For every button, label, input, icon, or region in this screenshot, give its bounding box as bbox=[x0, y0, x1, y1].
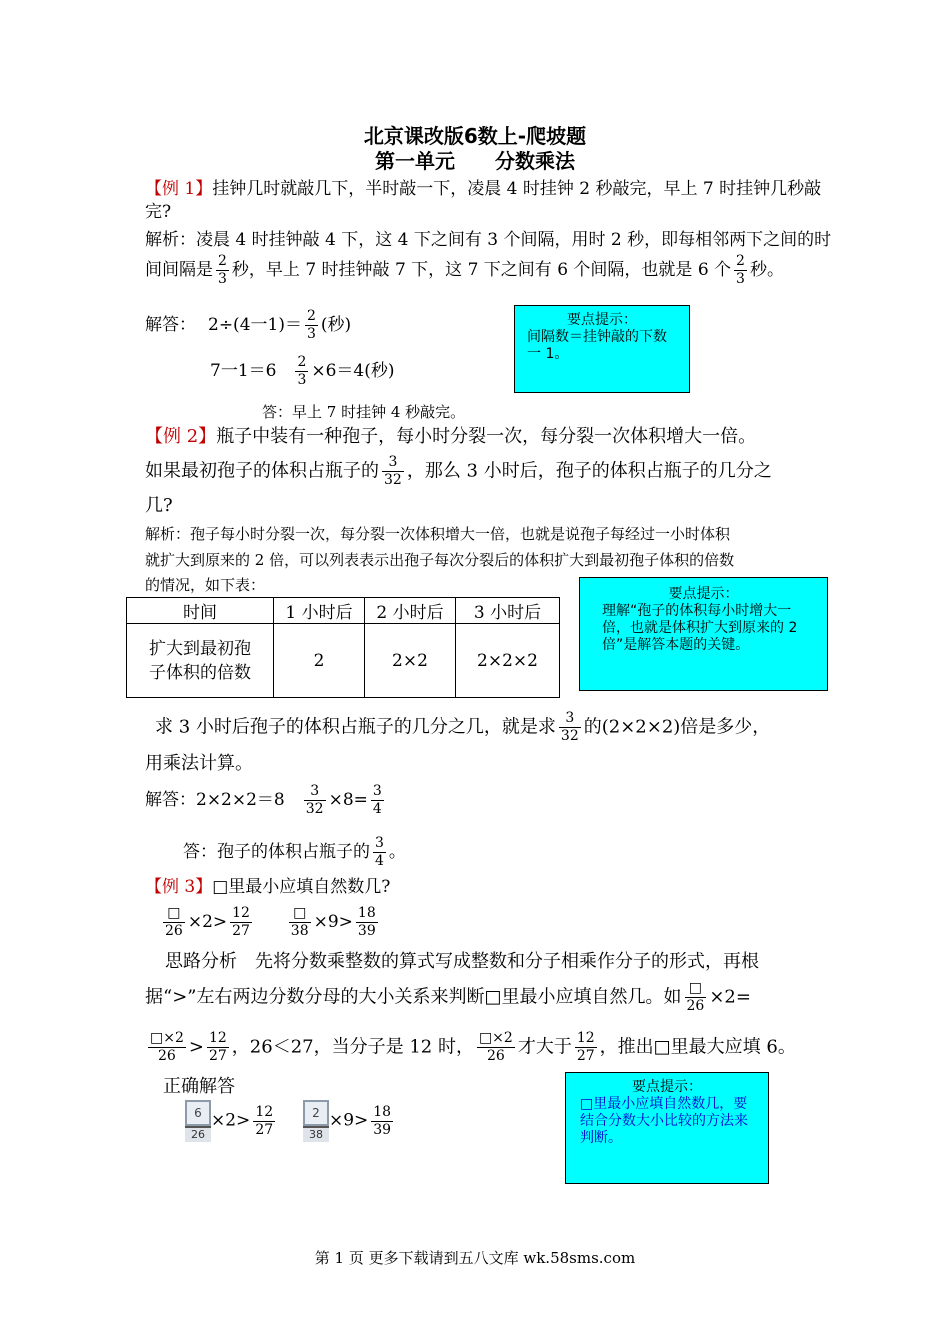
ex1-analysis-line1: 解析：凌晨 4 时挂钟敲 4 下，这 4 下之间有 3 个间隔，用时 2 秒，即每相邻两下之间的时 bbox=[145, 230, 832, 250]
text: ，26＜27，当分子是 12 时， bbox=[231, 1036, 474, 1058]
ex2-tip-box bbox=[579, 577, 828, 691]
den: 32 bbox=[560, 728, 579, 744]
ex1-q1: 挂钟几时就敲几下，半时敲一下，凌晨 4 时挂钟 2 秒敲完，早上 7 时挂钟几秒敲 bbox=[212, 179, 822, 199]
ex2-tag: 【例 2】 bbox=[145, 426, 217, 447]
ex1-tip-box bbox=[514, 305, 690, 393]
tip-heading: 要点提示： bbox=[632, 1079, 702, 1095]
ex1-tag: 【例 1】 bbox=[145, 179, 213, 199]
ex2-calc-line2: 用乘法计算。 bbox=[145, 753, 253, 774]
text: ×2> bbox=[211, 1110, 251, 1131]
text: 答：孢子的体积占瓶子的 bbox=[183, 842, 370, 862]
den: 26 bbox=[165, 923, 183, 939]
fraction-3-4 bbox=[373, 835, 386, 870]
fraction-2-3 bbox=[734, 253, 747, 288]
ex2-analysis-line3: 的情况，如下表： bbox=[145, 576, 266, 594]
table-cell: 2 bbox=[274, 624, 365, 698]
den: 38 bbox=[303, 1126, 329, 1142]
den: 39 bbox=[373, 1121, 392, 1138]
fraction-2-3 bbox=[295, 354, 308, 389]
num: □ bbox=[293, 905, 307, 921]
fraction-18-39 bbox=[371, 1104, 393, 1139]
text: ，那么 3 小时后，孢子的体积占瓶子的几分之 bbox=[406, 460, 772, 482]
num: 2 bbox=[306, 308, 316, 324]
ex3-analysis-line1: 思路分析 先将分数乘整数的算式写成整数和分子相乘作分子的形式，再根 bbox=[165, 951, 759, 972]
fraction-boxx2-26 bbox=[477, 1030, 515, 1065]
fraction-3-32 bbox=[559, 710, 581, 745]
fraction-12-27 bbox=[230, 905, 252, 940]
ex1-solution-line1 bbox=[145, 308, 351, 343]
table-row bbox=[127, 624, 560, 698]
fraction-box-26 bbox=[163, 905, 185, 940]
num: □×2 bbox=[478, 1030, 513, 1046]
text: 2÷(4一1)＝ bbox=[208, 315, 302, 335]
ex1-question-line1 bbox=[145, 178, 821, 200]
fraction-12-27 bbox=[207, 1030, 229, 1065]
den: 26 bbox=[477, 1047, 515, 1065]
ex2-solution bbox=[145, 783, 387, 818]
page-footer: 第 1 页 更多下载请到五八文库 wk.58sms.com bbox=[314, 1249, 636, 1267]
table-header-row bbox=[127, 598, 560, 624]
fraction-boxx2-26 bbox=[148, 1030, 186, 1065]
table-header-cell: 时间 bbox=[127, 598, 274, 624]
den: 32 bbox=[384, 472, 402, 488]
fraction-3-32 bbox=[304, 783, 326, 818]
table-cell: 2×2 bbox=[365, 624, 456, 698]
ex2-question-line2 bbox=[145, 454, 772, 489]
text: ×2= bbox=[709, 986, 751, 1008]
num: 18 bbox=[357, 905, 376, 921]
ex2-calc-line1 bbox=[155, 710, 770, 745]
text: ×2> bbox=[187, 912, 228, 932]
table-header-cell: 3 小时后 bbox=[456, 598, 560, 624]
answer-fraction-image bbox=[303, 1100, 329, 1142]
answer-fraction-image bbox=[185, 1100, 211, 1142]
text: 秒。 bbox=[749, 260, 784, 280]
den: 3 bbox=[306, 326, 316, 342]
num: 12 bbox=[576, 1030, 595, 1046]
text: ×9> bbox=[313, 912, 353, 932]
tip-heading: 要点提示： bbox=[567, 312, 637, 328]
num: 2 bbox=[297, 354, 307, 370]
fraction-3-32 bbox=[382, 454, 404, 489]
ex3-tip-box bbox=[565, 1072, 769, 1184]
ex2-analysis-line2: 就扩大到原来的 2 倍，可以列表表示出孢子每次分裂后的体积扩大到最初孢子体积的倍数 bbox=[145, 551, 735, 569]
den: 27 bbox=[255, 1121, 274, 1138]
ex2-question-line3: 几? bbox=[145, 495, 173, 516]
num: 3 bbox=[375, 835, 384, 851]
text: 。 bbox=[388, 842, 406, 862]
ex3-inequalities bbox=[160, 905, 381, 940]
num: 3 bbox=[372, 783, 382, 799]
text: 才大于 bbox=[517, 1036, 572, 1058]
table-header-cell: 2 小时后 bbox=[365, 598, 456, 624]
answer-box: 2 bbox=[303, 1100, 329, 1126]
num: 3 bbox=[388, 454, 398, 470]
multiplier-table bbox=[126, 597, 560, 698]
text: 7一1＝6 bbox=[210, 361, 277, 381]
table-header-cell: 1 小时后 bbox=[274, 598, 365, 624]
text: 如果最初孢子的体积占瓶子的 bbox=[145, 460, 379, 482]
text: ×8= bbox=[328, 790, 368, 810]
text: ，推出□里最大应填 6。 bbox=[599, 1036, 796, 1058]
num: □×2 bbox=[150, 1030, 184, 1046]
ex3-q: □里最小应填自然数几? bbox=[212, 877, 391, 897]
answer-box: 6 bbox=[185, 1100, 211, 1126]
den: 3 bbox=[736, 271, 745, 287]
num: □ bbox=[167, 905, 181, 921]
ex2-q1: 瓶子中装有一种孢子，每小时分裂一次，每分裂一次体积增大一倍。 bbox=[216, 426, 757, 447]
page-title: 北京课改版6数上-爬坡题 bbox=[363, 124, 587, 148]
text: ×9> bbox=[328, 1110, 369, 1131]
den: 27 bbox=[232, 923, 250, 939]
ex3-correct-label: 正确解答 bbox=[163, 1076, 235, 1097]
den: 3 bbox=[218, 271, 227, 287]
fraction-3-4 bbox=[371, 783, 384, 818]
tip-body: 间隔数＝挂钟敲的下数一 1。 bbox=[527, 329, 667, 362]
den: 38 bbox=[290, 923, 309, 939]
fraction-box-26 bbox=[685, 980, 707, 1015]
num: 2 bbox=[218, 253, 227, 269]
ex3-analysis-line2 bbox=[145, 980, 751, 1015]
ex3-question bbox=[145, 876, 390, 898]
tip-body: 理解“孢子的体积每小时增大一倍，也就是体积扩大到原来的 2 倍”是解答本题的关键。 bbox=[602, 603, 798, 653]
ex3-analysis-line3: $\frac{□\times 2}{26}$ > $\frac{12}{27}$ ，26＜27，当分子是 12 时， $\frac{□\times 2}{26}$ 才大于 $\frac{12}{27}$ ，推出□里最大应填 6。 bbox=[150, 1030, 796, 1064]
den: 39 bbox=[357, 923, 376, 939]
fraction-2-3 bbox=[216, 253, 229, 288]
num: 12 bbox=[208, 1030, 227, 1046]
table-cell: 2×2×2 bbox=[456, 624, 560, 698]
ex1-analysis-line2 bbox=[145, 253, 784, 288]
num: 12 bbox=[232, 905, 250, 921]
fraction-12-27 bbox=[575, 1030, 597, 1065]
den: 32 bbox=[305, 801, 324, 817]
ex3-tag: 【例 3】 bbox=[145, 877, 213, 897]
solution-label: 解答： bbox=[145, 315, 196, 335]
den: 26 bbox=[686, 998, 705, 1014]
tip-heading: 要点提示： bbox=[668, 586, 739, 602]
den: 4 bbox=[372, 801, 382, 817]
den: 27 bbox=[576, 1048, 595, 1064]
den: 3 bbox=[297, 372, 307, 388]
text: ×6＝4(秒) bbox=[311, 361, 395, 381]
ex3-correct-answer bbox=[185, 1100, 396, 1142]
ex1-solution-line2 bbox=[210, 354, 395, 389]
fraction-2-3 bbox=[305, 308, 318, 343]
ex1-question-line2: 完? bbox=[145, 202, 172, 222]
text: 2×2×2＝8 bbox=[196, 790, 285, 810]
table-row-label: 扩大到最初孢子体积的倍数 bbox=[127, 624, 274, 698]
ex1-answer: 答：早上 7 时挂钟 4 秒敲完。 bbox=[262, 403, 466, 421]
fraction-box-38 bbox=[289, 905, 311, 940]
num: 3 bbox=[565, 710, 575, 726]
num: □ bbox=[688, 980, 703, 996]
tip-body: □里最小应填自然数几，要结合分数大小比较的方法来判断。 bbox=[580, 1096, 748, 1146]
text: (秒) bbox=[320, 315, 352, 335]
den: 4 bbox=[375, 853, 384, 869]
text: 求 3 小时后孢子的体积占瓶子的几分之几，就是求 bbox=[155, 716, 556, 738]
ex2-analysis-line1: 解析：孢子每小时分裂一次，每分裂一次体积增大一倍，也就是说孢子每经过一小时体积 bbox=[145, 525, 731, 543]
ex2-answer bbox=[183, 835, 406, 870]
num: 3 bbox=[310, 783, 320, 799]
fraction-18-39 bbox=[356, 905, 378, 940]
fraction-12-27 bbox=[253, 1104, 275, 1139]
num: 18 bbox=[373, 1103, 392, 1120]
text: 据“>”左右两边分数分母的大小关系来判断□里最小应填自然几。如 bbox=[145, 986, 682, 1008]
num: 12 bbox=[255, 1103, 274, 1120]
den: 26 bbox=[148, 1047, 186, 1065]
num: 2 bbox=[736, 253, 745, 269]
ex2-question-line1 bbox=[145, 425, 756, 449]
page-subtitle: 第一单元 分数乘法 bbox=[375, 149, 575, 173]
text: 秒，早上 7 时挂钟敲 7 下，这 7 下之间有 6 个间隔，也就是 6 个 bbox=[231, 260, 732, 280]
den: 26 bbox=[185, 1126, 211, 1142]
text: 间间隔是 bbox=[145, 260, 213, 280]
solution-label: 解答： bbox=[145, 790, 196, 810]
text: 的(2×2×2)倍是多少， bbox=[583, 716, 771, 738]
den: 27 bbox=[208, 1048, 227, 1064]
